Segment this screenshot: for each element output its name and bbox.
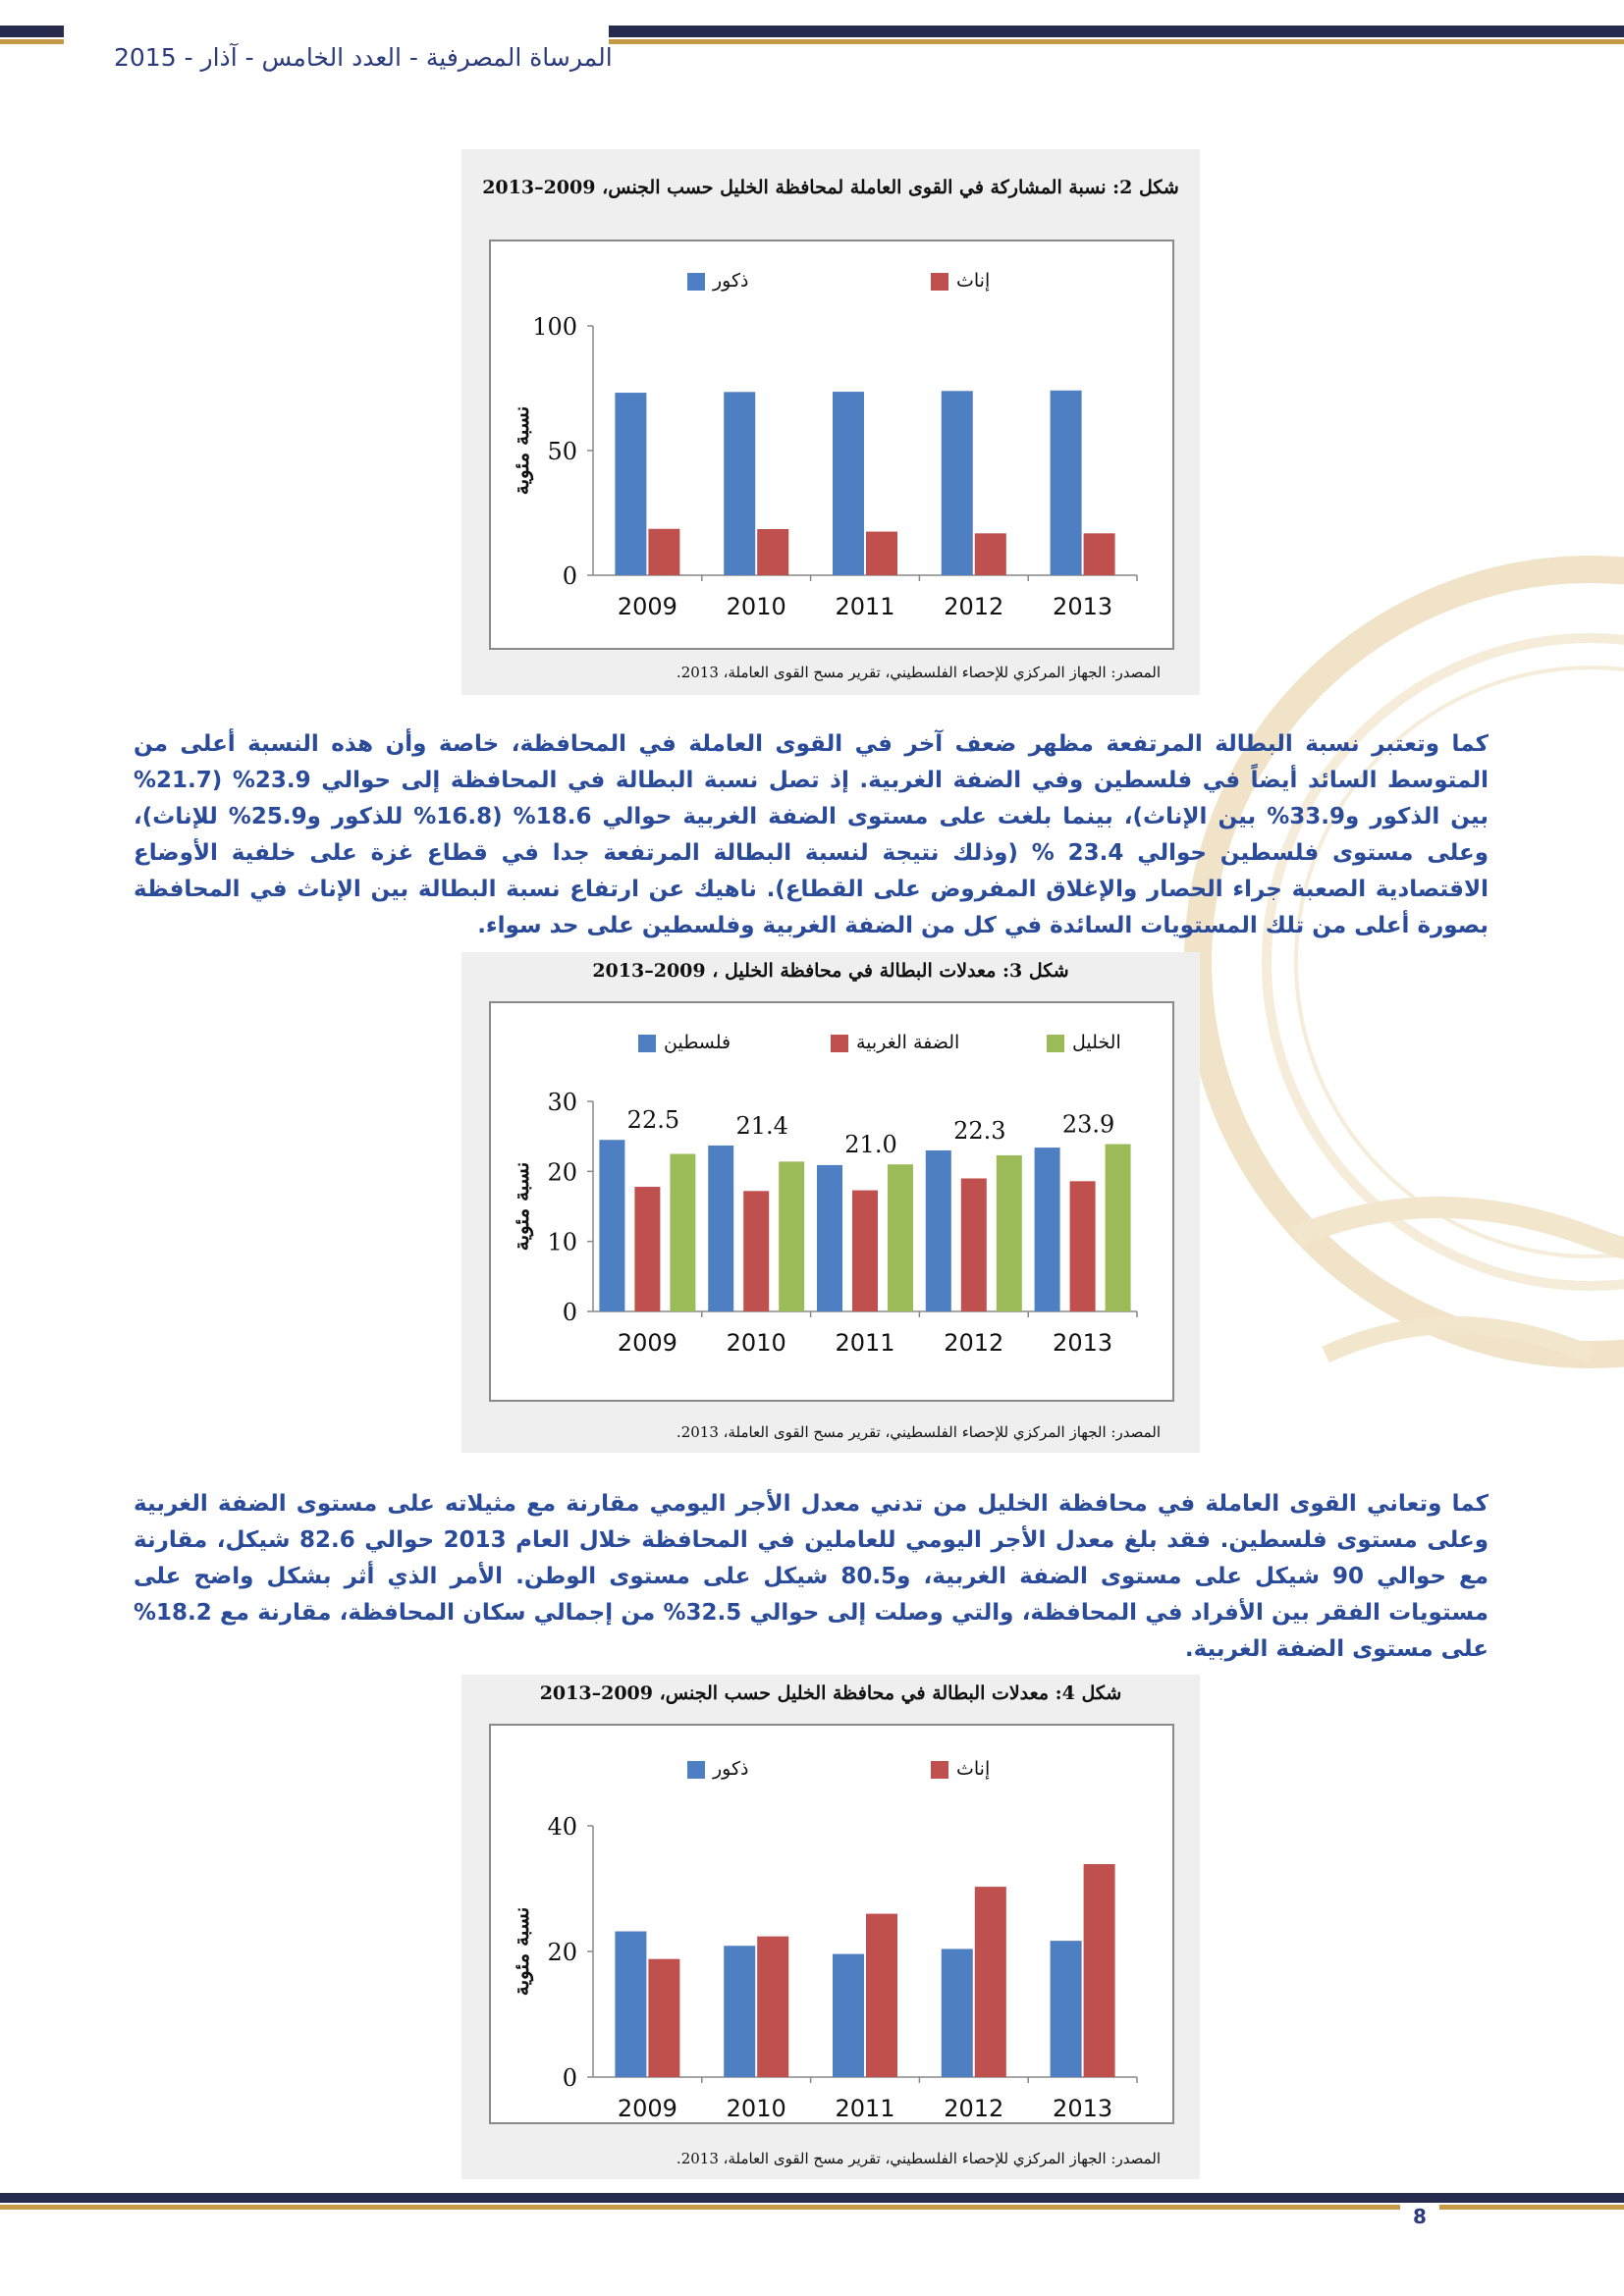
bar-2 [1070,1181,1096,1311]
data-label: 21.4 [735,1111,788,1140]
y-tick-label: 0 [562,1299,577,1326]
data-label: 22.5 [626,1106,680,1135]
bar-1 [724,392,755,575]
watermark-seal [1178,550,1624,1610]
x-tick-label: 2009 [617,2095,677,2122]
legend-swatch [638,1035,656,1052]
bar-2 [866,1914,897,2077]
y-axis-label: نسبة مئوية [510,1906,533,1997]
y-tick-label: 50 [547,438,577,465]
x-tick-label: 2012 [944,2095,1004,2122]
legend-swatch [687,273,705,291]
legend-swatch [931,273,948,291]
bar-1 [926,1150,951,1311]
bar-3 [888,1164,913,1311]
page-number: 8 [1400,2205,1439,2228]
legend-label: الضفة الغربية [856,1032,960,1053]
bar-1 [615,393,646,575]
x-tick-label: 2011 [835,593,895,620]
legend-swatch [1047,1035,1064,1052]
bar-chart [491,1003,1172,1400]
x-tick-label: 2009 [617,593,677,620]
y-axis-label: نسبة مئوية [510,1161,533,1252]
chart-plot [489,1001,1174,1402]
x-tick-label: 2010 [726,593,786,620]
x-tick-label: 2009 [617,1329,677,1357]
y-tick-label: 100 [532,313,577,341]
bar-1 [1051,1941,1082,2077]
figure-4 [461,1675,1200,2179]
bar-1 [615,1932,646,2077]
bar-3 [1106,1145,1131,1311]
bar-1 [724,1946,755,2077]
data-label: 21.0 [844,1131,897,1159]
x-tick-label: 2013 [1053,2095,1113,2122]
bar-2 [648,1959,679,2077]
paragraph-wages: كما وتعاني القوى العاملة في محافظة الخليل من تدني معدل الأجر اليومي مقارنة مع مثيلاته على مستوى الضفة الغربية وعلى مستوى فلسطين. فقد بلغ معدل الأجر اليومي للعاملين في المحافظة خلال العام 2013 حوالي 82.6 شيكل، مقارنة مع حوالي 90 شيكل على مستوى الضفة الغربية، و80.5 شيكل على مستوى الوطن. الأمر الذي أثر بشكل واضح على مستويات الفقر بين الأفراد في المحافظة، والتي وصلت إلى حوالي 32.5% من إجمالي سكان المحافظة، مقارنة مع 18.2% على مستوى الضفة الغربية. [134,1491,1489,1662]
legend-swatch [931,1761,948,1779]
bar-2 [961,1178,987,1311]
chart-plot [489,240,1174,650]
y-tick-label: 40 [547,1813,577,1841]
bar-2 [634,1187,660,1311]
data-label: 22.3 [953,1116,1006,1145]
legend-label: إناث [956,270,991,292]
bar-1 [833,1954,864,2077]
figure-source: المصدر: الجهاز المركزي للإحصاء الفلسطيني، تقرير مسح القوى العاملة، 2013. [676,2150,1161,2167]
bar-2 [975,533,1006,575]
bar-2 [1084,533,1115,575]
bar-2 [1084,1864,1115,2077]
figure-2 [461,149,1200,695]
x-tick-label: 2012 [944,1329,1004,1357]
y-tick-label: 0 [562,2064,577,2092]
legend-label: إناث [956,1758,991,1780]
footer-rule [0,2193,1624,2213]
legend-swatch [831,1035,848,1052]
x-tick-label: 2011 [835,1329,895,1357]
bar-3 [997,1155,1022,1311]
bar-chart [491,241,1172,648]
bar-2 [866,532,897,575]
legend-swatch [687,1761,705,1779]
bar-2 [757,529,788,575]
x-tick-label: 2013 [1053,593,1113,620]
legend-label: ذكور [713,270,749,292]
x-tick-label: 2011 [835,2095,895,2122]
figure-source: المصدر: الجهاز المركزي للإحصاء الفلسطيني، تقرير مسح القوى العاملة، 2013. [676,1423,1161,1441]
y-tick-label: 30 [547,1089,577,1116]
bar-1 [942,391,973,575]
y-tick-label: 0 [562,562,577,590]
y-axis-label: نسبة مئوية [510,405,533,496]
x-tick-label: 2010 [726,2095,786,2122]
chart-plot [489,1724,1174,2124]
figure-caption: شكل 2: نسبة المشاركة في القوى العاملة لمحافظة الخليل حسب الجنس، 2009–2013 [482,177,1179,198]
bar-1 [708,1146,733,1311]
bar-2 [757,1937,788,2077]
x-tick-label: 2012 [944,593,1004,620]
bar-3 [779,1161,804,1311]
bar-1 [817,1165,842,1311]
bar-2 [743,1191,769,1311]
bar-2 [648,529,679,575]
bar-1 [1051,391,1082,575]
y-tick-label: 20 [547,1158,577,1187]
figure-source: المصدر: الجهاز المركزي للإحصاء الفلسطيني، تقرير مسح القوى العاملة، 2013. [676,664,1161,681]
figure-3 [461,952,1200,1453]
legend-label: فلسطين [664,1032,731,1053]
header-title: المرساة المصرفية - العدد الخامس - آذار - 2015 [114,43,613,72]
y-tick-label: 20 [547,1939,577,1966]
x-tick-label: 2010 [726,1329,786,1357]
bar-3 [670,1154,695,1312]
y-tick-label: 10 [547,1228,577,1256]
bar-1 [833,392,864,575]
bar-1 [599,1140,624,1311]
legend-label: الخليل [1072,1032,1121,1053]
legend-label: ذكور [713,1758,749,1780]
bar-1 [1035,1148,1060,1311]
bar-2 [975,1887,1006,2077]
figure-caption: شكل 4: معدلات البطالة في محافظة الخليل حسب الجنس، 2009–2013 [539,1682,1122,1704]
data-label: 23.9 [1061,1110,1115,1139]
figure-caption: شكل 3: معدلات البطالة في محافظة الخليل ، 2009–2013 [592,960,1069,982]
x-tick-label: 2013 [1053,1329,1113,1357]
bar-chart [491,1726,1172,2122]
bar-2 [852,1191,878,1311]
paragraph-unemployment: كما وتعتبر نسبة البطالة المرتفعة مظهر ضعف آخر في القوى العاملة في المحافظة، خاصة وأن هذه النسبة أعلى من المتوسط السائد أيضاً في فلسطين وفي الضفة الغربية. إذ تصل نسبة البطالة في المحافظة إلى حوالي 23.9% (21.7% بين الذكور و33.9% بين الإناث)، بينما بلغت على مستوى الضفة الغربية حوالي 18.6% (16.8% للذكور و25.9% للإناث)، وعلى مستوى فلسطين حوالي 23.4 % (وذلك نتيجة لنسبة البطالة المرتفعة جدا في قطاع غزة على خلفية الأوضاع الاقتصادية الصعبة جراء الحصار والإغلاق المفروض على القطاع). ناهيك عن ارتفاع نسبة البطالة بين الإناث في المحافظة بصورة أعلى من تلك المستويات السائدة في كل من الضفة الغربية وفلسطين على حد سواء. [134,731,1489,938]
bar-1 [942,1949,973,2077]
